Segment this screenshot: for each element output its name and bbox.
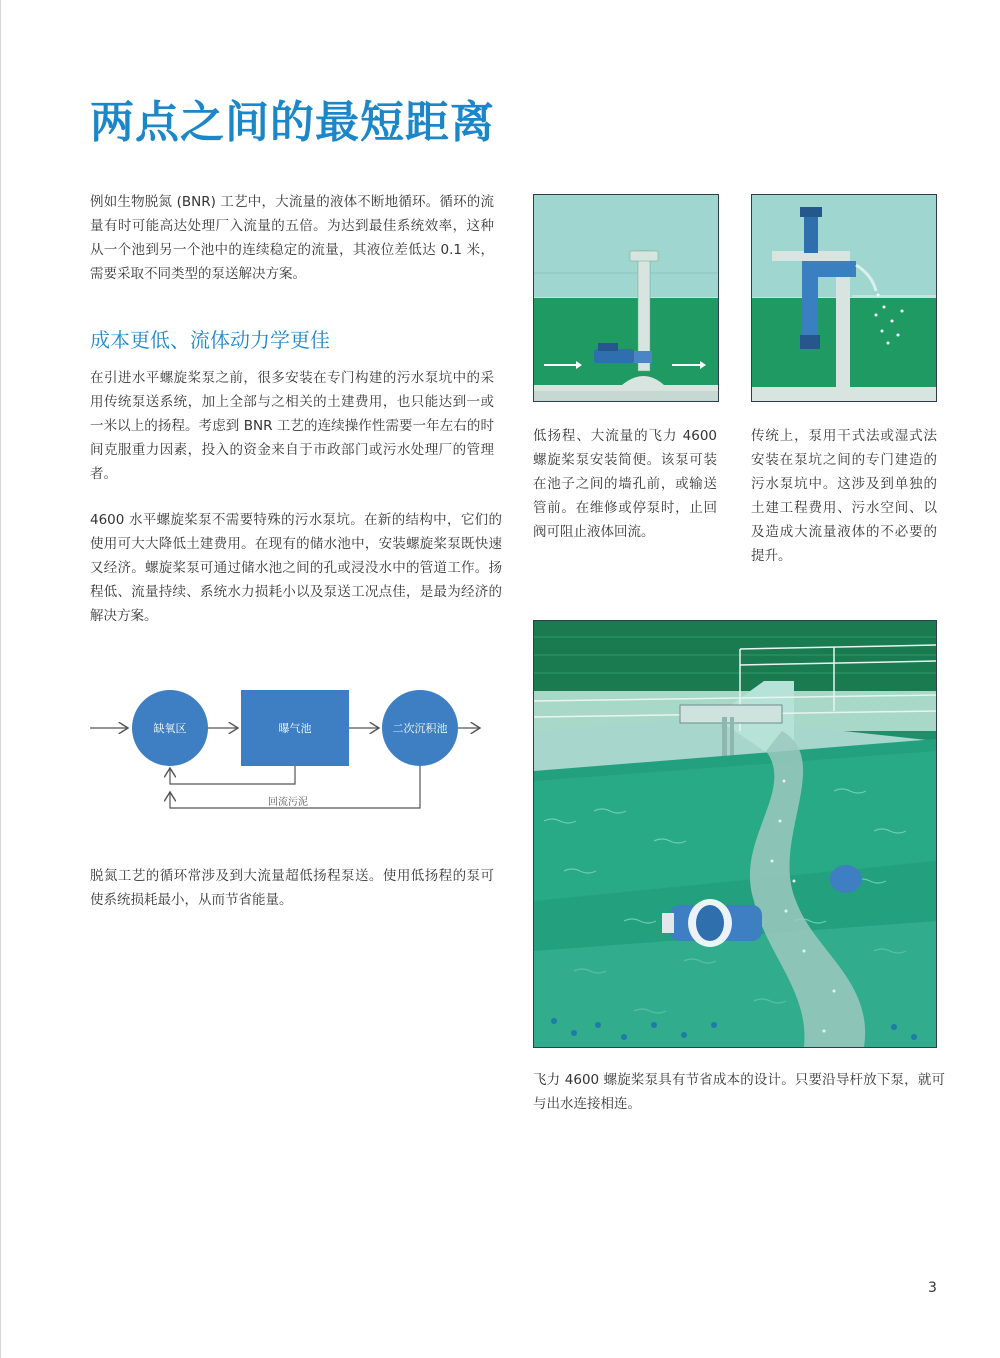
page-edge xyxy=(0,0,1,1358)
internal-recycle-line xyxy=(170,766,295,784)
intro-paragraph: 例如生物脱氮 (BNR) 工艺中，大流量的液体不断地循环。循环的流量有时可能高达处理厂入流量的五倍。为达到最佳系统效率，这种从一个池到另一个池中的连续稳定的流量，其液位差低达 0.1 米，需要采取不同类型的泵送解决方案。 xyxy=(90,194,494,282)
figure-2-caption: 传统上，泵用干式法或湿式法安装在泵坑之间的专门建造的污水泵坑中。这涉及到单独的土建工程费用、污水空间、以及造成大流量液体的不必要的提升。 xyxy=(751,428,937,564)
node-anoxic-label: 缺氧区 xyxy=(153,722,187,735)
section-paragraph-2: 4600 水平螺旋桨泵不需要特殊的污水泵坑。在新的结构中，它们的使用可大大降低土建费用。在现有的储水池中，安装螺旋桨泵既快速又经济。螺旋桨泵可通过储水池之间的孔或浸没水中的管道工作。扬程低、流量持续、系统水力损耗小以及泵送工况点佳，是最为经济的解决方案。 xyxy=(90,512,502,624)
node-clarifier-label: 二次沉积池 xyxy=(392,722,448,735)
section-paragraph-1: 在引进水平螺旋桨泵之前，很多安装在专门构建的污水泵坑中的采用传统泵送系统，加上全部与之相关的土建费用，也只能达到一或一米以上的扬程。考虑到 BNR 工艺的连续操作性需要一年左右的时间克服重力因素，投入的资金来自于市政部门或污水处理厂的管理者。 xyxy=(90,370,494,482)
section-heading: 成本更低、流体动力学更佳 xyxy=(90,328,330,352)
figure-traditional-pump-pit xyxy=(751,194,937,402)
page-number: 3 xyxy=(928,1280,937,1296)
diagram-caption: 脱氮工艺的循环常涉及到大流量超低扬程泵送。使用低扬程的泵可使系统损耗最小，从而节省能量。 xyxy=(90,868,494,908)
process-flow-diagram xyxy=(88,680,488,824)
figure-1-caption: 低扬程、大流量的飞力 4600 螺旋桨泵安装简便。该泵可装在池子之间的墙孔前，或输送管前。在维修或停泵时，止回阀可阻止液体回流。 xyxy=(533,428,717,540)
figure-propeller-pump-wall xyxy=(533,194,719,402)
figure-pump-in-basin xyxy=(533,620,937,1048)
page-title: 两点之间的最短距离 xyxy=(90,97,495,148)
node-aeration-label: 曝气池 xyxy=(278,722,312,735)
return-sludge-label: 回流污泥 xyxy=(268,797,308,808)
figure-3-caption: 飞力 4600 螺旋桨泵具有节省成本的设计。只要沿导杆放下泵，就可与出水连接相连。 xyxy=(533,1072,945,1112)
